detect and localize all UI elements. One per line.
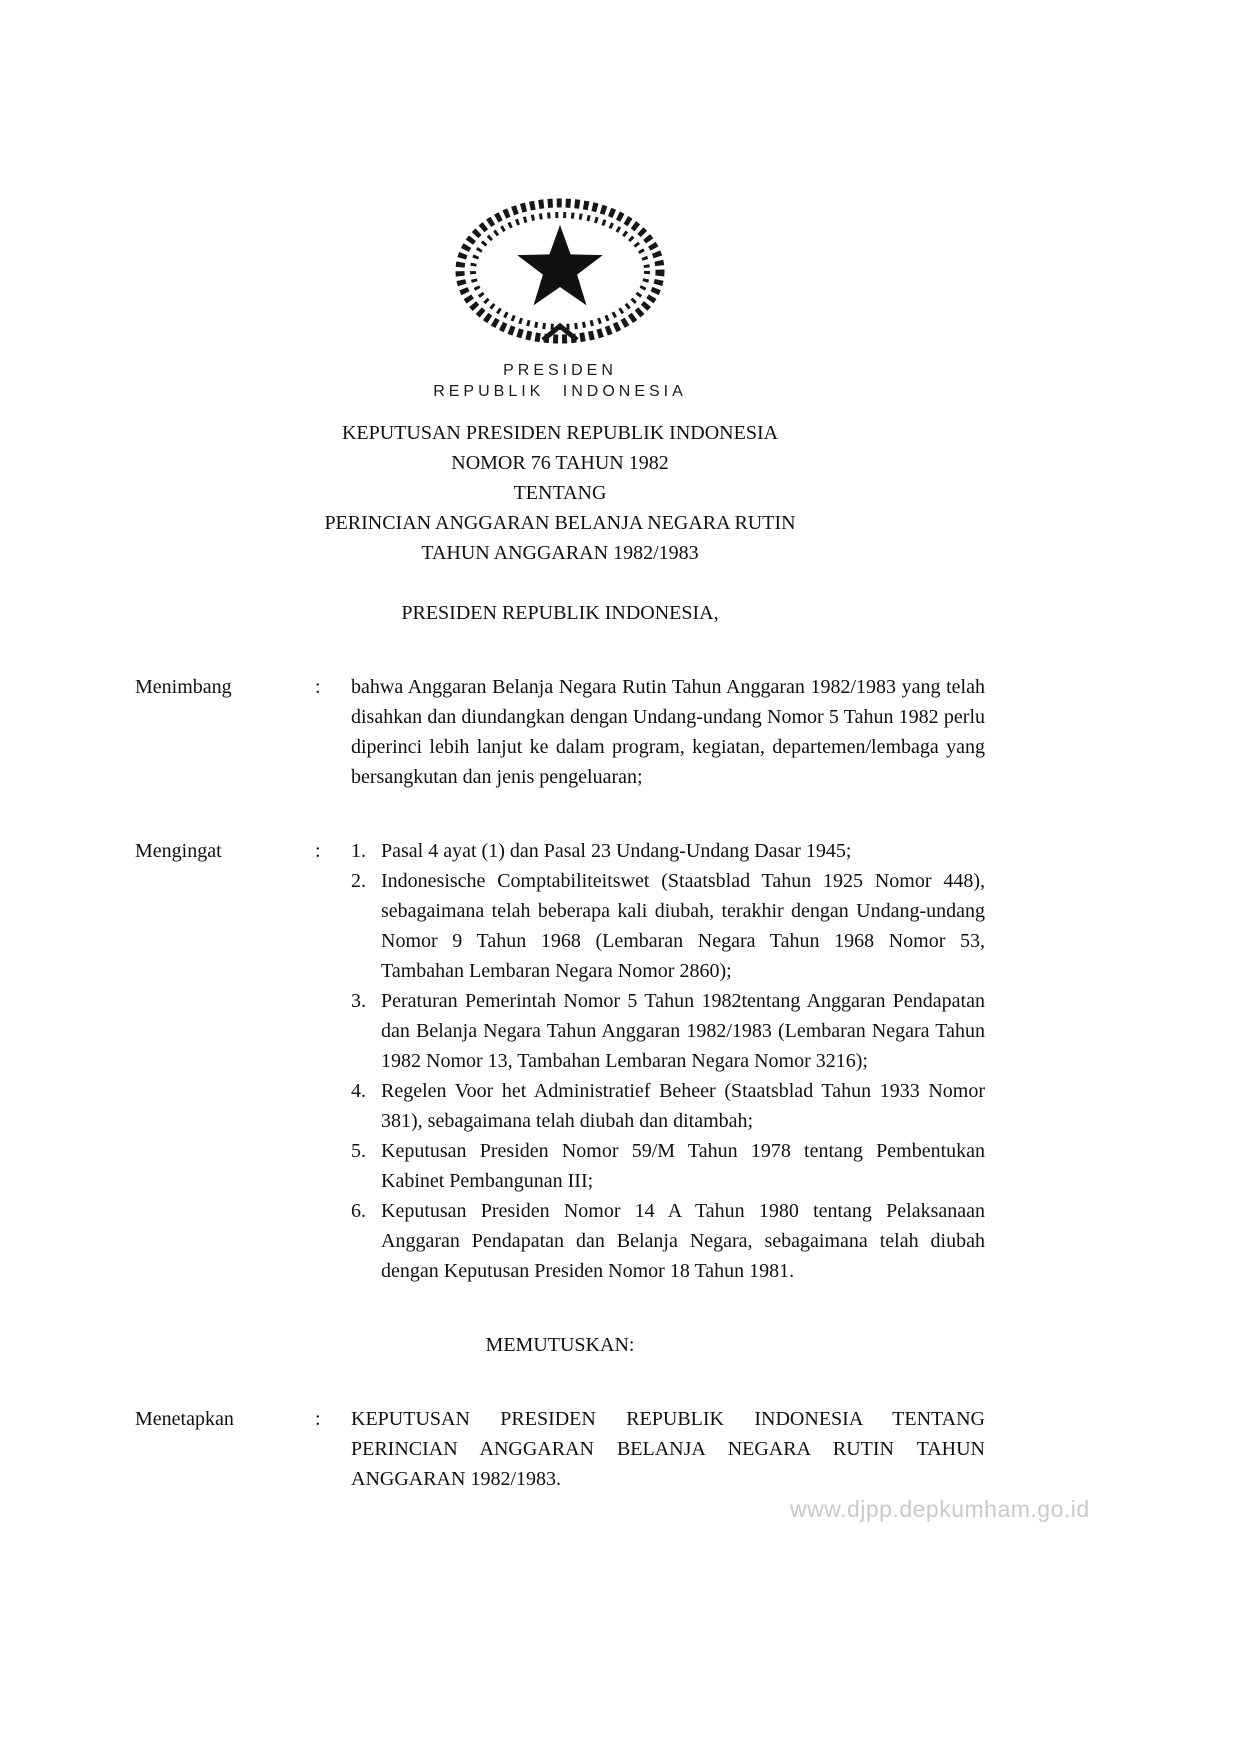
list-item-text: Pasal 4 ayat (1) dan Pasal 23 Undang-Undang Dasar 1945; — [381, 840, 852, 862]
list-item-text: Regelen Voor het Administratief Beheer (Staatsblad Tahun 1933 Nomor 381), sebagaimana telah diubah dan ditambah; — [381, 1080, 985, 1132]
watermark: www.djpp.depkumham.go.id — [790, 1496, 1090, 1522]
list-item — [351, 1076, 985, 1136]
document-title — [135, 418, 985, 568]
title-line-1: KEPUTUSAN PRESIDEN REPUBLIK INDONESIA — [341, 422, 779, 444]
section-menimbang — [135, 672, 985, 792]
list-item-number: 1. — [351, 840, 366, 862]
section-label-mengingat: Mengingat — [135, 840, 222, 862]
list-item — [351, 836, 985, 866]
list-item-number: 4. — [351, 1080, 366, 1102]
list-item — [351, 1136, 985, 1196]
list-item-number: 5. — [351, 1140, 366, 1162]
section-colon: : — [315, 676, 321, 698]
list-item-text: Indonesische Comptabiliteitswet (Staatsblad Tahun 1925 Nomor 448), sebagaimana telah beberapa kali diubah, terakhir dengan Undang-undang Nomor 9 Tahun 1968 (Lembaran Negara Tahun 1968 Nomor 53, Tambahan Lembaran Negara Nomor 2860); — [381, 870, 985, 982]
menetapkan-body: KEPUTUSAN PRESIDEN REPUBLIK INDONESIA TENTANG PERINCIAN ANGGARAN BELANJA NEGARA RUTIN TAHUN ANGGARAN 1982/1983. — [351, 1408, 985, 1490]
preamble: PRESIDEN REPUBLIK INDONESIA, — [401, 602, 719, 624]
menimbang-body: bahwa Anggaran Belanja Negara Rutin Tahun Anggaran 1982/1983 yang telah disahkan dan diundangkan dengan Undang-undang Nomor 5 Tahun 1982 perlu diperinci lebih lanjut ke dalam program, kegiatan, departemen/lembaga yang bersangkutan dan jenis pengeluaran; — [351, 676, 985, 788]
section-label-menimbang: Menimbang — [135, 676, 232, 698]
section-menetapkan — [135, 1404, 985, 1494]
title-line-4: PERINCIAN ANGGARAN BELANJA NEGARA RUTIN — [324, 512, 796, 534]
list-item-number: 3. — [351, 990, 366, 1012]
mengingat-list — [351, 836, 985, 1286]
list-item-text: Keputusan Presiden Nomor 59/M Tahun 1978 tentang Pembentukan Kabinet Pembangunan III; — [381, 1140, 985, 1192]
list-item-number: 6. — [351, 1200, 366, 1222]
presidential-seal — [453, 198, 668, 348]
agency-name-line1: PRESIDEN — [503, 362, 617, 379]
list-item-text: Peraturan Pemerintah Nomor 5 Tahun 1982tentang Anggaran Pendapatan dan Belanja Negara Tahun Anggaran 1982/1983 (Lembaran Negara Tahun 1982 Nomor 13, Tambahan Lembaran Negara Nomor 3216); — [381, 990, 985, 1072]
agency-name — [135, 360, 985, 402]
list-item — [351, 986, 985, 1076]
title-line-3: TENTANG — [513, 482, 607, 504]
wreath-stem-icon — [543, 326, 577, 340]
agency-name-line2: REPUBLIK INDONESIA — [433, 383, 687, 400]
list-item-number: 2. — [351, 870, 366, 892]
title-line-5: TAHUN ANGGARAN 1982/1983 — [421, 542, 699, 564]
section-colon: : — [315, 840, 321, 862]
section-label-menetapkan: Menetapkan — [135, 1408, 234, 1430]
star-icon — [517, 225, 603, 305]
list-item — [351, 1196, 985, 1286]
memutuskan-heading: MEMUTUSKAN: — [485, 1334, 635, 1356]
section-mengingat — [135, 836, 985, 1286]
section-colon: : — [315, 1408, 321, 1430]
list-item-text: Keputusan Presiden Nomor 14 A Tahun 1980 tentang Pelaksanaan Anggaran Pendapatan dan Belanja Negara, sebagaimana telah diubah dengan Keputusan Presiden Nomor 18 Tahun 1981. — [381, 1200, 985, 1282]
presidential-seal-icon — [453, 198, 668, 348]
list-item — [351, 866, 985, 986]
title-line-2: NOMOR 76 TAHUN 1982 — [451, 452, 669, 474]
